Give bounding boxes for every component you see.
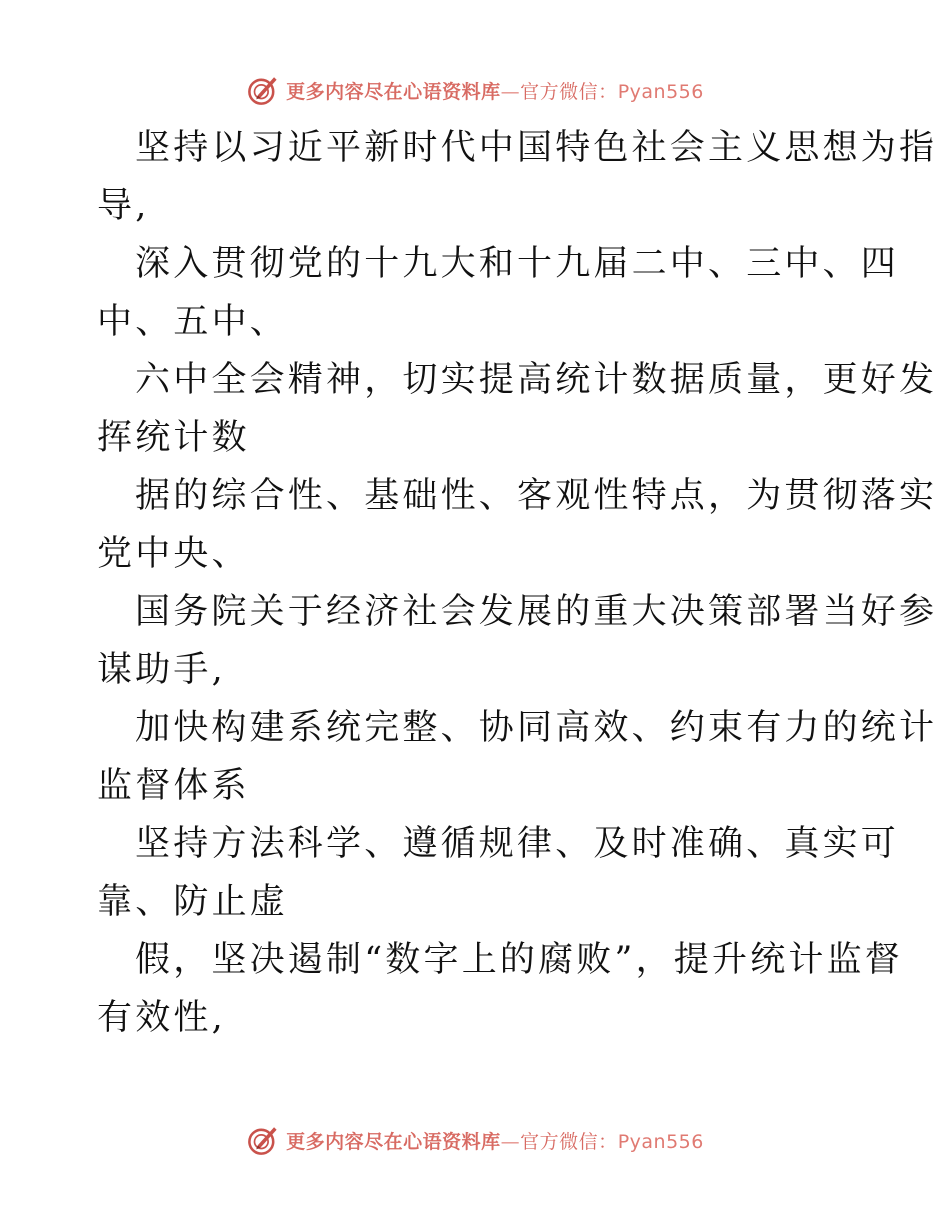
- doc-line: 六中全会精神，切实提高统计数据质量，更好发: [135, 360, 938, 400]
- footer-banner-dash: —: [500, 1130, 521, 1153]
- header-banner-main: 更多内容尽在心语资料库: [286, 80, 501, 103]
- header-banner-id: Pyan556: [617, 80, 704, 103]
- footer-banner-id: Pyan556: [617, 1130, 704, 1153]
- footer-banner-main: 更多内容尽在心语资料库: [286, 1130, 501, 1153]
- doc-line: 中、五中、: [97, 302, 289, 342]
- footer-banner: [0, 1120, 950, 1160]
- footer-banner-text: [286, 1127, 704, 1154]
- doc-line: 据的综合性、基础性、客观性特点，为贯彻落实: [135, 476, 938, 516]
- doc-line: 坚持方法科学、遵循规律、及时准确、真实可: [135, 824, 900, 864]
- pen-logo-icon: [246, 1123, 280, 1157]
- header-banner-dash: —: [500, 80, 521, 103]
- doc-line: 靠、防止虚: [97, 882, 289, 922]
- doc-line: 假，坚决遏制“数字上的腐败”，提升统计监督: [135, 940, 903, 980]
- doc-line: 导,: [97, 186, 150, 226]
- doc-line: 谋助手,: [97, 650, 226, 690]
- doc-line: 深入贯彻党的十九大和十九届二中、三中、四: [135, 244, 900, 284]
- doc-line: 加快构建系统完整、协同高效、约束有力的统计: [135, 708, 938, 748]
- doc-line: 国务院关于经济社会发展的重大决策部署当好参: [135, 592, 938, 632]
- footer-banner-wechat: 官方微信：: [520, 1130, 618, 1153]
- doc-line: 监督体系: [97, 766, 250, 806]
- header-banner-wechat: 官方微信：: [520, 80, 618, 103]
- doc-line: 有效性,: [97, 998, 226, 1038]
- doc-line: 党中央、: [97, 534, 250, 574]
- doc-line: 挥统计数: [97, 418, 250, 458]
- doc-line: 坚持以习近平新时代中国特色社会主义思想为指: [135, 128, 938, 168]
